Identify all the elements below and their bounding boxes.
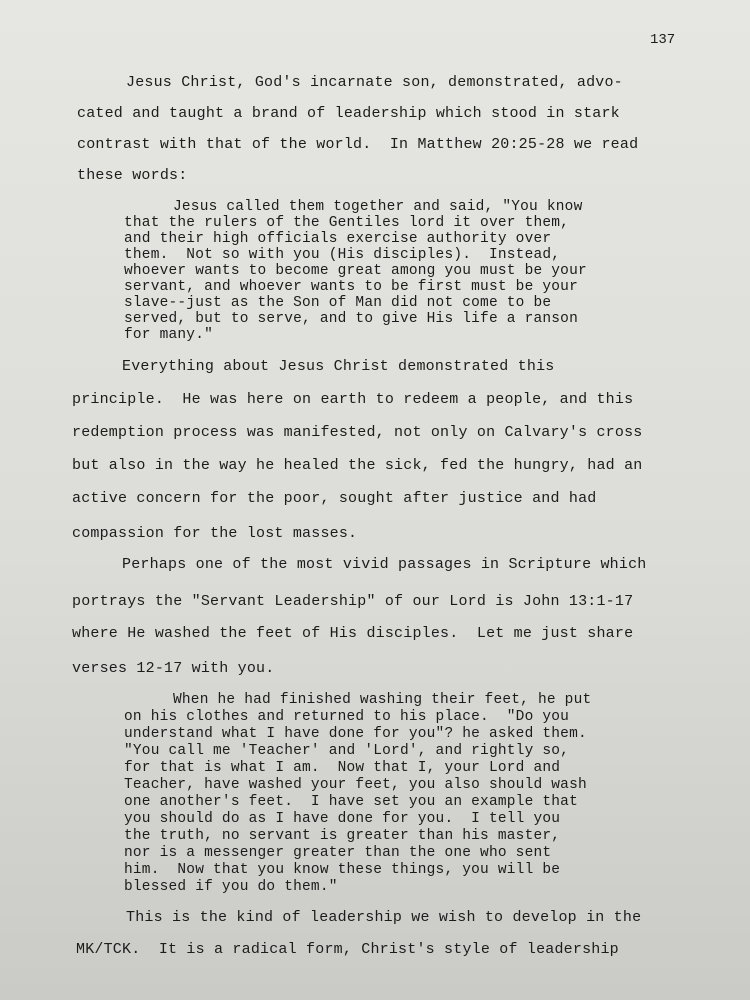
quote-2-line: him. Now that you know these things, you will be bbox=[124, 862, 561, 878]
quote-1-line: them. Not so with you (His disciples). Instead, bbox=[124, 247, 561, 263]
paragraph-1-line: these words: bbox=[77, 167, 188, 184]
paragraph-3-line: where He washed the feet of His disciples. Let me just share bbox=[72, 625, 634, 642]
paragraph-1-line: cated and taught a brand of leadership which stood in stark bbox=[77, 105, 620, 122]
quote-1-line: served, but to serve, and to give His life a ranson bbox=[124, 311, 578, 327]
quote-1-line: and their high officials exercise authority over bbox=[124, 231, 552, 247]
quote-2-line: blessed if you do them." bbox=[124, 879, 338, 895]
quote-1-line: servant, and whoever wants to be first must be your bbox=[124, 279, 578, 295]
quote-1-line: Jesus called them together and said, "You know bbox=[173, 199, 583, 215]
paragraph-2-line: redemption process was manifested, not only on Calvary's cross bbox=[72, 424, 643, 441]
paragraph-2-line: Everything about Jesus Christ demonstrated this bbox=[122, 358, 555, 375]
paragraph-2-line: principle. He was here on earth to redeem a people, and this bbox=[72, 391, 634, 408]
quote-2-line: nor is a messenger greater than the one who sent bbox=[124, 845, 552, 861]
paragraph-3-line: verses 12-17 with you. bbox=[72, 660, 275, 677]
quote-1-line: that the rulers of the Gentiles lord it over them, bbox=[124, 215, 570, 231]
paragraph-3-line: Perhaps one of the most vivid passages in Scripture which bbox=[122, 556, 647, 573]
paragraph-3-line: portrays the "Servant Leadership" of our Lord is John 13:1-17 bbox=[72, 593, 634, 610]
quote-2-line: on his clothes and returned to his place. "Do you bbox=[124, 709, 570, 725]
quote-2-line: one another's feet. I have set you an example that bbox=[124, 794, 578, 810]
quote-2-line: for that is what I am. Now that I, your Lord and bbox=[124, 760, 561, 776]
quote-2-line: you should do as I have done for you. I tell you bbox=[124, 811, 561, 827]
quote-2-line: the truth, no servant is greater than his master, bbox=[124, 828, 561, 844]
paragraph-1-line: Jesus Christ, God's incarnate son, demonstrated, advo- bbox=[126, 74, 623, 91]
quote-2-line: When he had finished washing their feet, he put bbox=[173, 692, 592, 708]
paragraph-1-line: contrast with that of the world. In Matthew 20:25-28 we read bbox=[77, 136, 639, 153]
quote-1-line: for many." bbox=[124, 327, 214, 343]
paragraph-4-line: This is the kind of leadership we wish to develop in the bbox=[126, 909, 642, 926]
paragraph-2-line: but also in the way he healed the sick, fed the hungry, had an bbox=[72, 457, 643, 474]
paragraph-2-line: compassion for the lost masses. bbox=[72, 525, 358, 542]
quote-2-line: Teacher, have washed your feet, you also should wash bbox=[124, 777, 587, 793]
page-number: 137 bbox=[650, 32, 676, 48]
paragraph-2-line: active concern for the poor, sought after justice and had bbox=[72, 490, 597, 507]
quote-1-line: slave--just as the Son of Man did not come to be bbox=[124, 295, 552, 311]
quote-2-line: "You call me 'Teacher' and 'Lord', and rightly so, bbox=[124, 743, 570, 759]
paragraph-4-line: MK/TCK. It is a radical form, Christ's style of leadership bbox=[76, 941, 619, 958]
quote-1-line: whoever wants to become great among you must be your bbox=[124, 263, 587, 279]
quote-2-line: understand what I have done for you"? he asked them. bbox=[124, 726, 587, 742]
